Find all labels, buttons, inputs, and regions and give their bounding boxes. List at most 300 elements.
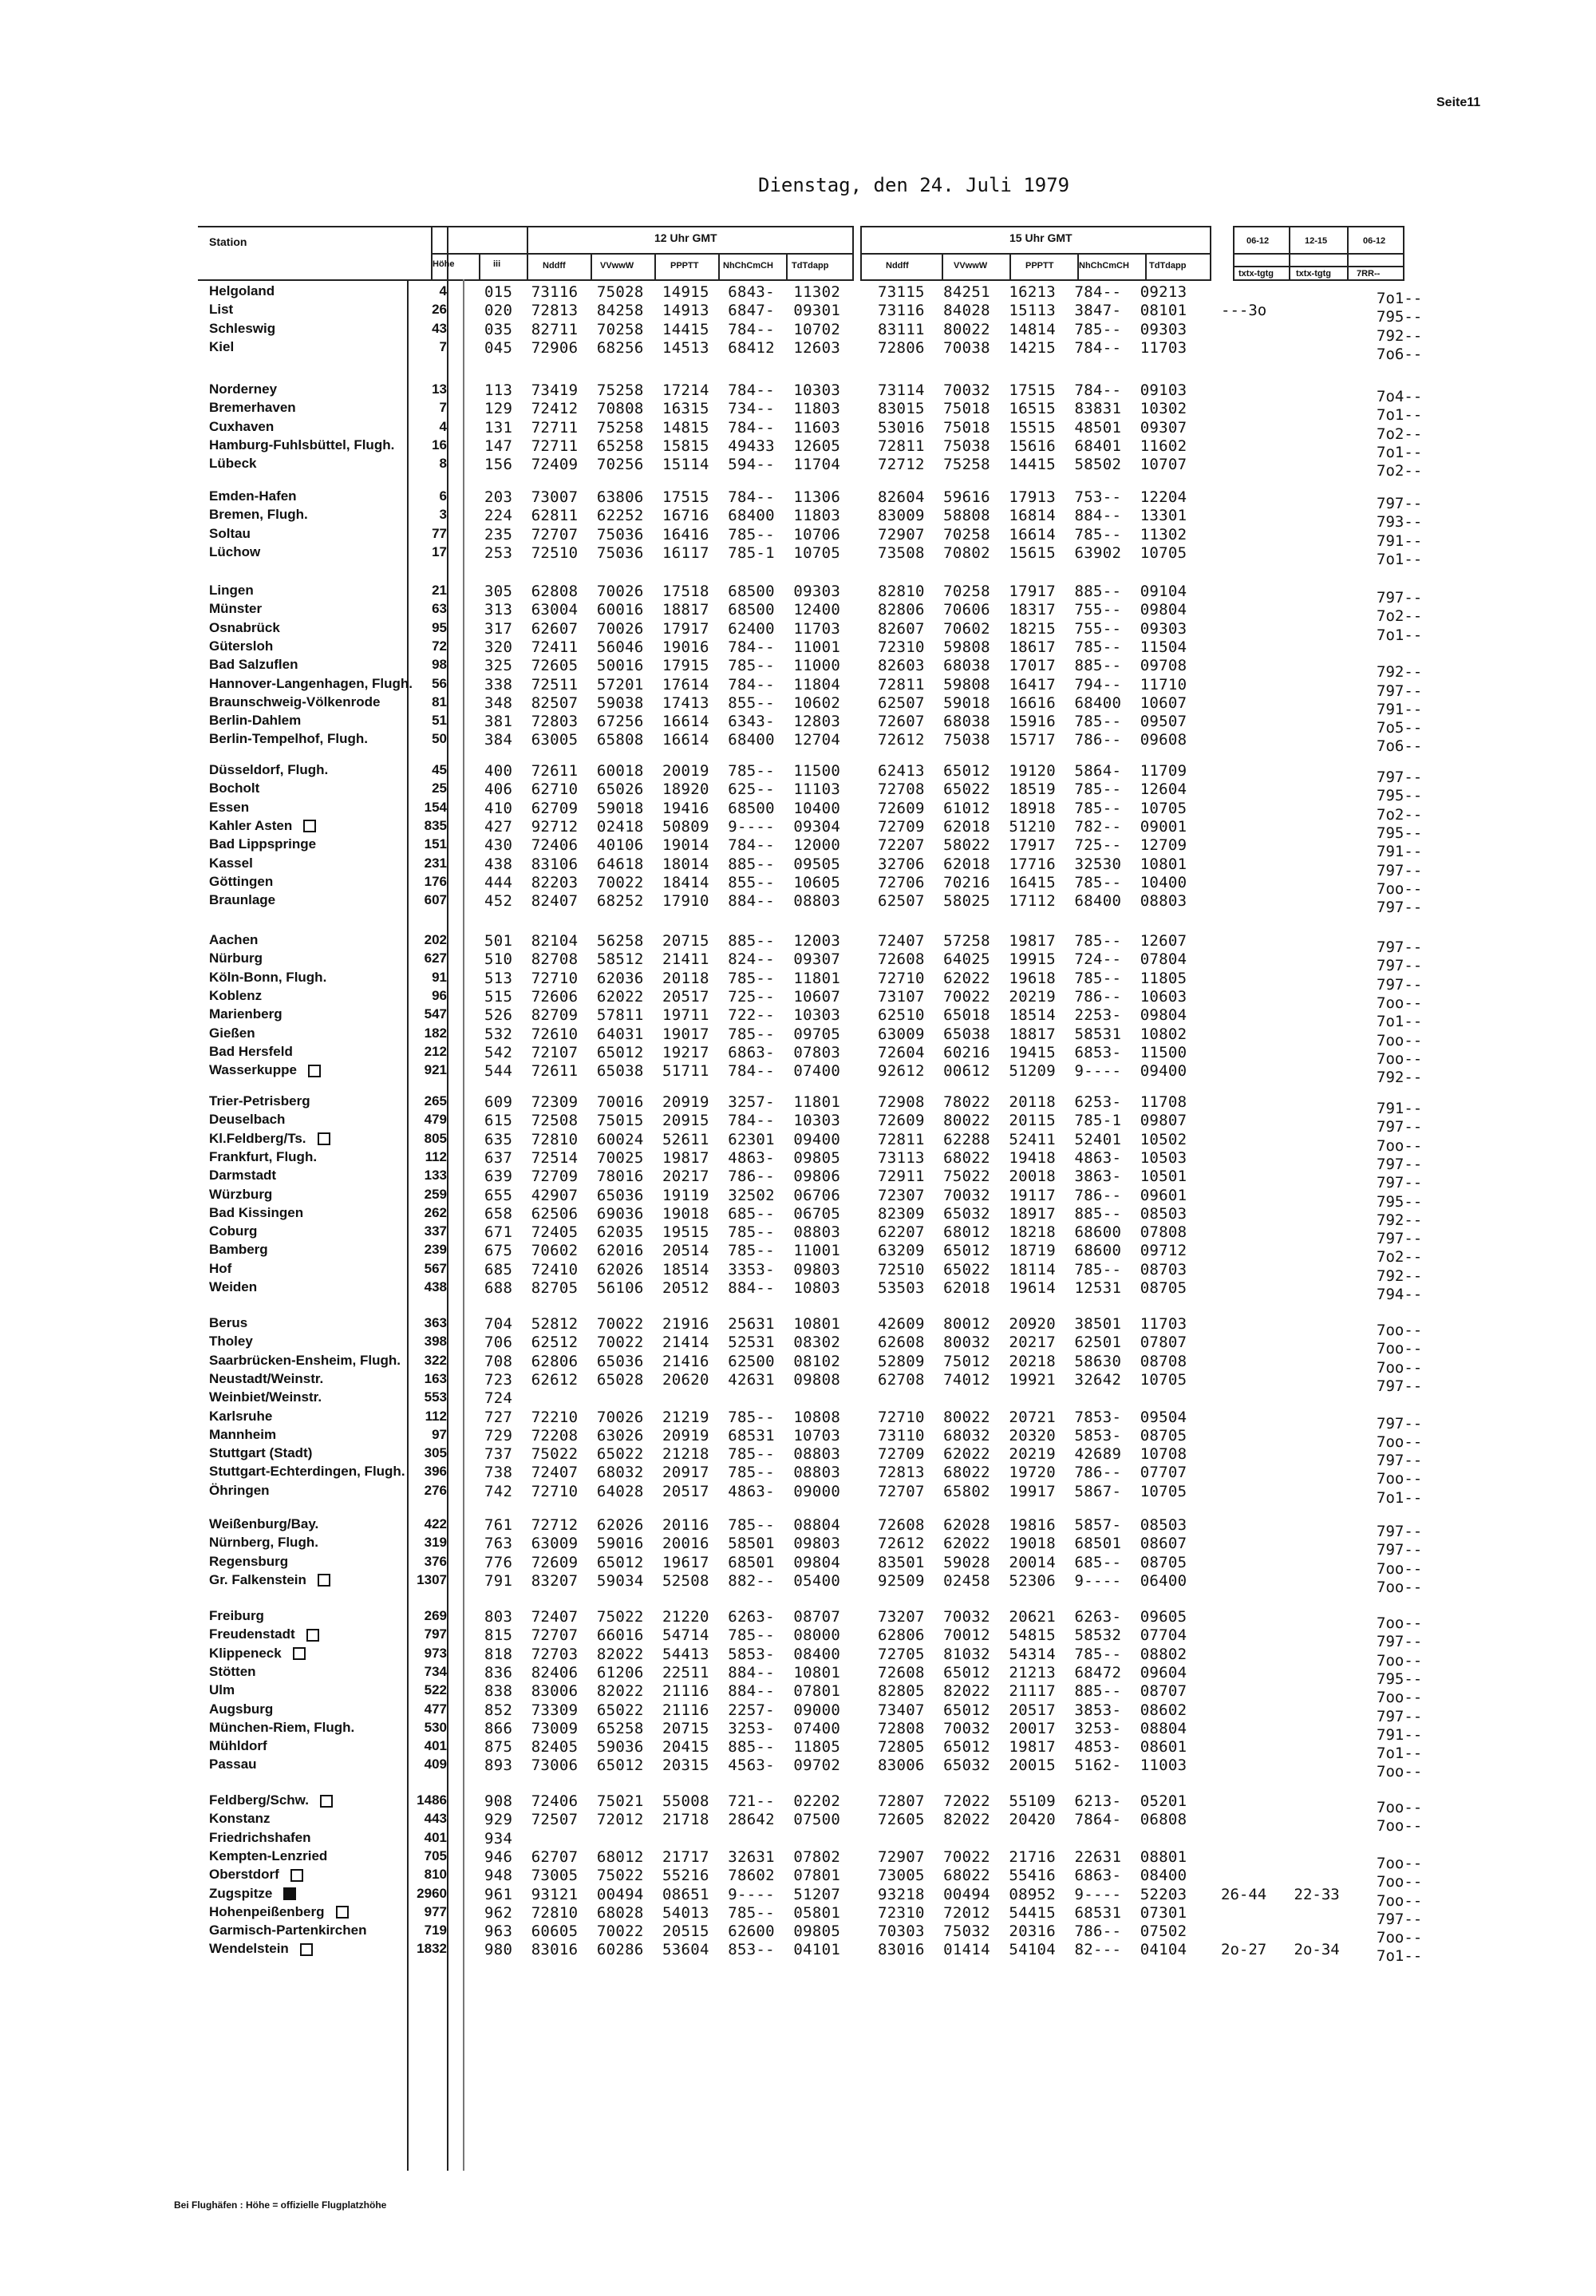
- obs-12-gmt: 708 62806 65036 21416 62500 08102: [484, 1352, 841, 1370]
- station-name: [209, 836, 316, 852]
- obs-12-gmt: 635 72810 60024 52611 62301 09400: [484, 1130, 841, 1148]
- station-height: 45: [432, 762, 447, 777]
- station-name-text: Lüchow: [209, 543, 261, 559]
- obs-15-gmt: 73407 65012 20517 3853- 08602: [878, 1701, 1187, 1719]
- obs-15-gmt: 72709 62018 51210 782-- 09001: [878, 817, 1187, 836]
- obs-15-gmt: 53016 75018 15515 48501 09307: [878, 418, 1187, 437]
- station-name: [209, 339, 234, 355]
- station-height: 112: [425, 1148, 447, 1164]
- obs-12-gmt: 852 73309 65022 21116 2257- 09000: [484, 1701, 841, 1719]
- station-name: [209, 400, 296, 416]
- station-name: [209, 1242, 268, 1258]
- station-height: 212: [424, 1043, 447, 1059]
- station-height: 835: [424, 817, 447, 833]
- station-name: [209, 1757, 257, 1772]
- station-name-text: Essen: [209, 799, 250, 815]
- station-name-text: Marienberg: [209, 1006, 282, 1022]
- obs-15-gmt: 73207 70032 20621 6263- 09605: [878, 1608, 1187, 1626]
- station-name-text: Zugspitze: [209, 1885, 273, 1901]
- station-name: [209, 601, 262, 617]
- rr-value: 7oo--: [1377, 1433, 1423, 1451]
- station-name: [209, 1409, 272, 1425]
- obs-15-gmt: 62510 65018 18514 2253- 09804: [878, 1006, 1187, 1025]
- obs-15-gmt: 92612 00612 51209 9---- 09400: [878, 1062, 1187, 1081]
- rr-value: 795--: [1377, 787, 1423, 805]
- station-height: 443: [424, 1811, 447, 1827]
- header-gmt15: 15 Uhr GMT: [1009, 231, 1073, 244]
- station-name-text: Koblenz: [209, 987, 263, 1003]
- obs-15-gmt: 62708 74012 19921 32642 10705: [878, 1370, 1187, 1389]
- rr-value: 792--: [1377, 1267, 1423, 1285]
- station-height: 26: [432, 302, 447, 318]
- station-height: 16: [432, 437, 447, 452]
- station-height: 6: [439, 488, 447, 504]
- obs-12-gmt: 737 75022 65022 21218 785-- 08803: [484, 1445, 841, 1464]
- rr-value: 7oo--: [1377, 1689, 1423, 1707]
- obs-15-gmt: 72708 65022 18519 785-- 12604: [878, 780, 1187, 799]
- station-height: 973: [424, 1645, 447, 1661]
- station-name-text: Helgoland: [209, 283, 275, 298]
- station-name-text: Saarbrücken-Ensheim, Flugh.: [209, 1352, 401, 1368]
- station-name: [209, 657, 298, 673]
- obs-12-gmt: 946 62707 68012 21717 32631 07802: [484, 1847, 841, 1866]
- station-name-text: Friedrichshafen: [209, 1829, 311, 1845]
- station-name-text: Öhringen: [209, 1482, 270, 1498]
- station-name-text: Düsseldorf, Flugh.: [209, 762, 329, 777]
- station-name: [209, 1187, 272, 1203]
- obs-12-gmt: 875 82405 59036 20415 885-- 11805: [484, 1738, 841, 1757]
- empty-square-icon: [300, 1943, 313, 1956]
- rr-value: 7o1--: [1377, 550, 1423, 568]
- station-name-text: Stuttgart-Echterdingen, Flugh.: [209, 1464, 405, 1480]
- header-extra-sub-1: txtx-tgtg: [1238, 269, 1274, 279]
- obs-12-gmt: 609 72309 70016 20919 3257- 11801: [484, 1093, 841, 1111]
- obs-15-gmt: 72307 70032 19117 786-- 09601: [878, 1186, 1187, 1204]
- station-name: [209, 950, 263, 966]
- station-height: 607: [424, 892, 447, 908]
- station-height: 705: [424, 1847, 447, 1863]
- obs-12-gmt: 203 73007 63806 17515 784-- 11306: [484, 488, 841, 506]
- station-name-text: Norderney: [209, 381, 278, 397]
- station-name-text: Lingen: [209, 583, 254, 598]
- obs-15-gmt: 83015 75018 16515 83831 10302: [878, 400, 1187, 418]
- obs-12-gmt: 452 82407 68252 17910 884-- 08803: [484, 892, 841, 911]
- station-name: [209, 1646, 306, 1662]
- station-height: 21: [432, 583, 447, 598]
- station-name-text: Aachen: [209, 932, 259, 947]
- rr-value: 795--: [1377, 308, 1423, 326]
- obs-12-gmt: 729 72208 63026 20919 68531 10703: [484, 1426, 841, 1444]
- obs-15-gmt: 72609 61012 18918 785-- 10705: [878, 799, 1187, 817]
- station-name: [209, 544, 260, 560]
- header-extra-sub-3: 7RR--: [1357, 269, 1381, 279]
- station-name: [209, 419, 274, 435]
- station-name: [209, 381, 277, 397]
- rr-value: 7o2--: [1377, 805, 1423, 824]
- obs-15-gmt: 83009 58808 16814 884-- 13301: [878, 507, 1187, 525]
- obs-12-gmt: 235 72707 75036 16416 785-- 10706: [484, 525, 841, 543]
- station-height: 163: [424, 1370, 447, 1386]
- rr-value: 797--: [1377, 1452, 1423, 1470]
- station-name: [209, 731, 368, 747]
- station-name-text: Berlin-Dahlem: [209, 713, 302, 729]
- obs-12-gmt: 961 93121 00494 08651 9---- 51207: [484, 1885, 841, 1903]
- empty-square-icon: [303, 820, 316, 832]
- obs-15-gmt: 62413 65012 19120 5864- 11709: [878, 762, 1187, 780]
- rr-value: 7oo--: [1377, 879, 1423, 898]
- rr-value: 791--: [1377, 843, 1423, 861]
- header-station: Station: [209, 235, 247, 248]
- empty-square-icon: [318, 1574, 330, 1587]
- rr-value: 7o1--: [1377, 443, 1423, 461]
- empty-square-icon: [290, 1869, 303, 1882]
- station-name-text: Lübeck: [209, 456, 257, 472]
- header-col-nddff-15: Nddff: [886, 261, 909, 271]
- station-height: 337: [424, 1223, 447, 1239]
- station-name-text: Gütersloh: [209, 638, 274, 654]
- station-name: [209, 970, 326, 986]
- rr-value: 7o5--: [1377, 719, 1423, 737]
- obs-12-gmt: 045 72906 68256 14513 68412 12603: [484, 338, 841, 357]
- station-height: 151: [424, 836, 447, 852]
- station-name-text: Schleswig: [209, 320, 276, 336]
- obs-15-gmt: 52809 75012 20218 58630 08708: [878, 1352, 1187, 1370]
- header-gmt12: 12 Uhr GMT: [654, 231, 717, 244]
- empty-square-icon: [318, 1132, 330, 1145]
- obs-15-gmt: 72407 57258 19817 785-- 12607: [878, 932, 1187, 950]
- rr-value: 7o4--: [1377, 388, 1423, 405]
- station-height: 719: [424, 1923, 447, 1938]
- obs-15-gmt: 72811 59808 16417 794-- 11710: [878, 675, 1187, 694]
- station-height: 479: [424, 1112, 447, 1128]
- rr-value: 7oo--: [1377, 1470, 1423, 1488]
- obs-12-gmt: 129 72412 70808 16315 734-- 11803: [484, 400, 841, 418]
- station-name: [209, 1427, 276, 1443]
- rr-value: 7oo--: [1377, 1136, 1423, 1155]
- station-name: [209, 818, 316, 834]
- filled-square-icon: [283, 1887, 296, 1900]
- station-height: 72: [432, 638, 447, 654]
- obs-15-gmt: 73113 68022 19418 4863- 10503: [878, 1148, 1187, 1167]
- obs-12-gmt: 934: [484, 1829, 513, 1847]
- station-height: 63: [432, 601, 447, 617]
- rr-value: 7oo--: [1377, 1578, 1423, 1596]
- obs-15-gmt: 63009 65038 18817 58531 10802: [878, 1025, 1187, 1043]
- station-name-text: Freudenstadt: [209, 1626, 295, 1642]
- station-name-text: Klippeneck: [209, 1645, 282, 1661]
- station-name: [209, 321, 275, 337]
- station-name: [209, 302, 233, 318]
- station-height: 97: [432, 1426, 447, 1442]
- rr-value: 794--: [1377, 1286, 1423, 1303]
- station-name-text: Bad Salzuflen: [209, 657, 298, 673]
- station-name-text: Kahler Asten: [209, 817, 293, 833]
- obs-12-gmt: 156 72409 70256 15114 594-- 11704: [484, 456, 841, 474]
- obs-12-gmt: 542 72107 65012 19217 6863- 07803: [484, 1043, 841, 1061]
- extra-values: ---3o: [1221, 302, 1267, 320]
- station-height: 1486: [417, 1792, 447, 1808]
- station-name-text: Bocholt: [209, 780, 260, 796]
- obs-15-gmt: 72705 81032 54314 785-- 08802: [878, 1645, 1187, 1663]
- station-name-text: Freiburg: [209, 1608, 264, 1623]
- station-name-text: Oberstdorf: [209, 1867, 279, 1883]
- obs-12-gmt: 671 72405 62035 19515 785-- 08803: [484, 1223, 841, 1242]
- rr-value: 797--: [1377, 1541, 1423, 1559]
- rr-value: 793--: [1377, 513, 1423, 532]
- obs-12-gmt: 515 72606 62022 20517 725-- 10607: [484, 987, 841, 1006]
- obs-12-gmt: 980 83016 60286 53604 853-- 04101: [484, 1941, 841, 1959]
- rr-value: 7oo--: [1377, 1817, 1423, 1836]
- rr-value: 7o1--: [1377, 1745, 1423, 1763]
- header-col-nhch-15: NhChCmCH: [1079, 261, 1129, 271]
- station-name-text: Garmisch-Partenkirchen: [209, 1923, 367, 1938]
- header-extra-sub-2: txtx-tgtg: [1296, 269, 1331, 279]
- obs-15-gmt: 83016 01414 54104 82--- 04104: [878, 1941, 1187, 1959]
- station-height: 133: [424, 1168, 447, 1184]
- station-name: [209, 1848, 327, 1864]
- station-height: 259: [424, 1186, 447, 1202]
- station-name: [209, 874, 273, 890]
- obs-15-gmt: 72609 80022 20115 785-1 09807: [878, 1112, 1187, 1130]
- station-height: 977: [424, 1903, 447, 1919]
- station-name: [209, 456, 257, 472]
- rr-value: 7o1--: [1377, 1013, 1423, 1031]
- station-height: 8: [439, 456, 447, 472]
- rr-value: 7oo--: [1377, 1031, 1423, 1049]
- station-height: 262: [424, 1204, 447, 1220]
- rr-value: 797--: [1377, 957, 1423, 975]
- obs-12-gmt: 724: [484, 1389, 513, 1408]
- obs-15-gmt: 83111 80022 14814 785-- 09303: [878, 320, 1187, 338]
- station-height: 319: [424, 1535, 447, 1551]
- obs-12-gmt: 836 82406 61206 22511 884-- 10801: [484, 1663, 841, 1681]
- station-height: 810: [424, 1867, 447, 1883]
- rr-value: 795--: [1377, 1192, 1423, 1211]
- station-name-text: Gr. Falkenstein: [209, 1571, 306, 1587]
- obs-15-gmt: 72811 62288 52411 52401 10502: [878, 1130, 1187, 1148]
- station-name: [209, 1554, 288, 1570]
- obs-15-gmt: 82607 70602 18215 755-- 09303: [878, 619, 1187, 638]
- station-height: 627: [424, 950, 447, 966]
- station-height: 13: [432, 381, 447, 397]
- header-height: Höhe: [433, 259, 455, 269]
- station-name: [209, 437, 394, 453]
- station-name: [209, 932, 258, 948]
- station-name: [209, 1334, 253, 1350]
- rr-value: 7oo--: [1377, 1873, 1423, 1891]
- station-name: [209, 1535, 318, 1551]
- station-name-text: List: [209, 302, 234, 318]
- obs-12-gmt: 655 42907 65036 19119 32502 06706: [484, 1186, 841, 1204]
- obs-15-gmt: 82806 70606 18317 755-- 09804: [878, 601, 1187, 619]
- obs-15-gmt: 32706 62018 17716 32530 10801: [878, 855, 1187, 873]
- station-name: [209, 1811, 271, 1827]
- station-name-text: Bad Lippspringe: [209, 836, 317, 852]
- station-height: 81: [432, 694, 447, 709]
- obs-12-gmt: 410 62709 59018 19416 68500 10400: [484, 799, 841, 817]
- station-name-text: Würzburg: [209, 1186, 273, 1202]
- station-height: 202: [424, 932, 447, 947]
- station-name-text: Gießen: [209, 1025, 255, 1041]
- rr-value: 795--: [1377, 1670, 1423, 1688]
- obs-12-gmt: 706 62512 70022 21414 52531 08302: [484, 1334, 841, 1352]
- station-name: [209, 1464, 405, 1480]
- rr-value: 797--: [1377, 1523, 1423, 1540]
- obs-12-gmt: 317 62607 70026 17917 62400 11703: [484, 619, 841, 638]
- obs-15-gmt: 72605 82022 20420 7864- 06808: [878, 1811, 1187, 1829]
- station-name-text: Braunschweig-Völkenrode: [209, 694, 381, 709]
- station-name-text: Köln-Bonn, Flugh.: [209, 969, 327, 985]
- obs-15-gmt: 62207 68012 18218 68600 07808: [878, 1223, 1187, 1242]
- station-name-text: Stuttgart (Stadt): [209, 1445, 313, 1461]
- obs-15-gmt: 72709 62022 20219 42689 10708: [878, 1445, 1187, 1464]
- empty-square-icon: [293, 1647, 306, 1660]
- station-name: [209, 713, 301, 729]
- station-height: 7: [439, 338, 447, 354]
- header-extra-3: 06-12: [1363, 236, 1386, 246]
- station-height: 547: [424, 1006, 447, 1022]
- station-name: [209, 1389, 322, 1405]
- obs-15-gmt: 72907 70022 21716 22631 08801: [878, 1847, 1187, 1866]
- rr-value: 797--: [1377, 861, 1423, 879]
- station-name: [209, 1682, 235, 1698]
- station-height: 363: [424, 1315, 447, 1330]
- rr-value: 797--: [1377, 939, 1423, 956]
- obs-12-gmt: 838 83006 82022 21116 884-- 07801: [484, 1682, 841, 1701]
- station-name-text: Weinbiet/Weinstr.: [209, 1389, 322, 1405]
- station-name-text: Bremen, Flugh.: [209, 507, 308, 523]
- station-height: 91: [432, 969, 447, 985]
- obs-15-gmt: 72808 70032 20017 3253- 08804: [878, 1719, 1187, 1737]
- station-name-text: Augsburg: [209, 1701, 274, 1717]
- rr-value: 792--: [1377, 1069, 1423, 1087]
- footnote: Bei Flughäfen : Höhe = offizielle Flugplatzhöhe: [174, 2199, 387, 2211]
- station-name: [209, 1904, 349, 1920]
- station-name: [209, 1025, 255, 1041]
- obs-15-gmt: 73114 70032 17515 784-- 09103: [878, 381, 1187, 399]
- station-name-text: Bremerhaven: [209, 400, 296, 416]
- obs-15-gmt: 72805 65012 19817 4853- 08601: [878, 1738, 1187, 1757]
- station-height: 401: [424, 1829, 447, 1845]
- obs-15-gmt: 72707 65802 19917 5867- 10705: [878, 1482, 1187, 1500]
- station-name: [209, 694, 380, 710]
- station-name-text: Konstanz: [209, 1811, 271, 1827]
- station-name-text: Cuxhaven: [209, 418, 275, 434]
- station-name-text: Nürburg: [209, 950, 263, 966]
- extra-values: 26-44 22-33: [1221, 1885, 1340, 1903]
- station-name-text: Regensburg: [209, 1553, 289, 1569]
- obs-15-gmt: 83006 65032 20015 5162- 11003: [878, 1757, 1187, 1775]
- station-name: [209, 1315, 247, 1331]
- obs-12-gmt: 742 72710 64028 20517 4863- 09000: [484, 1482, 841, 1500]
- obs-12-gmt: 320 72411 56046 19016 784-- 11001: [484, 638, 841, 656]
- station-height: 422: [424, 1516, 447, 1531]
- station-name: [209, 1941, 313, 1957]
- obs-12-gmt: 427 92712 02418 50809 9---- 09304: [484, 817, 841, 836]
- obs-15-gmt: 72911 75022 20018 3863- 10501: [878, 1168, 1187, 1186]
- station-height: 4: [439, 418, 447, 434]
- station-height: 56: [432, 675, 447, 691]
- station-name: [209, 1445, 312, 1461]
- obs-12-gmt: 224 62811 62252 16716 68400 11803: [484, 507, 841, 525]
- station-height: 553: [424, 1389, 447, 1405]
- obs-12-gmt: 348 82507 59038 17413 855-- 10602: [484, 694, 841, 712]
- station-name: [209, 1371, 323, 1387]
- obs-12-gmt: 430 72406 40106 19014 784-- 12000: [484, 836, 841, 855]
- empty-square-icon: [320, 1795, 333, 1808]
- station-name-text: Stötten: [209, 1663, 256, 1679]
- rr-value: 7oo--: [1377, 1929, 1423, 1947]
- station-name-text: Kl.Feldberg/Ts.: [209, 1130, 306, 1146]
- obs-12-gmt: 776 72609 65012 19617 68501 09804: [484, 1553, 841, 1571]
- rr-value: 797--: [1377, 975, 1423, 994]
- rr-value: 7o2--: [1377, 607, 1423, 626]
- station-name: [209, 1131, 330, 1147]
- obs-12-gmt: 704 52812 70022 21916 25631 10801: [484, 1315, 841, 1333]
- station-name: [209, 780, 259, 796]
- station-height: 265: [424, 1093, 447, 1108]
- rr-value: 797--: [1377, 899, 1423, 917]
- station-height: 401: [424, 1738, 447, 1754]
- rr-value: 7o1--: [1377, 1947, 1423, 1966]
- station-name: [209, 1664, 256, 1680]
- rr-value: 7o1--: [1377, 1488, 1423, 1507]
- header-col-tdtd-15: TdTdapp: [1149, 261, 1187, 271]
- station-name: [209, 1483, 270, 1499]
- header-extra-1: 06-12: [1246, 236, 1270, 246]
- station-name-text: Mühldorf: [209, 1738, 267, 1754]
- rr-value: 7o1--: [1377, 406, 1423, 425]
- station-name-text: Tholey: [209, 1334, 253, 1350]
- obs-15-gmt: 72207 58022 17917 725-- 12709: [878, 836, 1187, 855]
- station-name-text: Göttingen: [209, 873, 274, 889]
- rr-value: 7oo--: [1377, 1614, 1423, 1632]
- station-name: [209, 1792, 333, 1808]
- rr-value: 7oo--: [1377, 1358, 1423, 1377]
- station-name: [209, 1886, 296, 1902]
- obs-15-gmt: 72310 59808 18617 785-- 11504: [878, 638, 1187, 656]
- obs-15-gmt: 63209 65012 18719 68600 09712: [878, 1242, 1187, 1260]
- station-height: 1307: [417, 1571, 447, 1587]
- obs-12-gmt: 761 72712 62026 20116 785-- 08804: [484, 1516, 841, 1534]
- station-name: [209, 988, 262, 1004]
- obs-15-gmt: 72604 60216 19415 6853- 11500: [878, 1043, 1187, 1061]
- rr-value: 7oo--: [1377, 1763, 1423, 1781]
- station-height: 797: [424, 1626, 447, 1642]
- extra-values: 2o-27 2o-34: [1221, 1941, 1340, 1959]
- rr-value: 791--: [1377, 532, 1423, 550]
- rr-value: 797--: [1377, 1155, 1423, 1173]
- station-name: [209, 1205, 303, 1221]
- rr-value: 7oo--: [1377, 1049, 1423, 1068]
- station-name-text: Feldberg/Schw.: [209, 1792, 310, 1808]
- obs-12-gmt: 763 63009 59016 20016 58501 09803: [484, 1535, 841, 1553]
- station-height: 98: [432, 657, 447, 673]
- page-number: Seite11: [1436, 96, 1481, 109]
- station-name: [209, 526, 251, 542]
- station-height: 176: [424, 873, 447, 889]
- obs-15-gmt: 82810 70258 17917 885-- 09104: [878, 583, 1187, 600]
- rr-value: 797--: [1377, 1174, 1423, 1192]
- station-name-text: Nürnberg, Flugh.: [209, 1535, 318, 1551]
- obs-15-gmt: 83501 59028 20014 685-- 08705: [878, 1553, 1187, 1571]
- station-name: [209, 1738, 267, 1754]
- station-height: 231: [424, 855, 447, 871]
- obs-15-gmt: 73116 84028 15113 3847- 08101: [878, 302, 1187, 320]
- station-name: [209, 1006, 282, 1022]
- station-name-text: Kassel: [209, 855, 253, 871]
- obs-15-gmt: 70303 75032 20316 786-- 07502: [878, 1923, 1187, 1941]
